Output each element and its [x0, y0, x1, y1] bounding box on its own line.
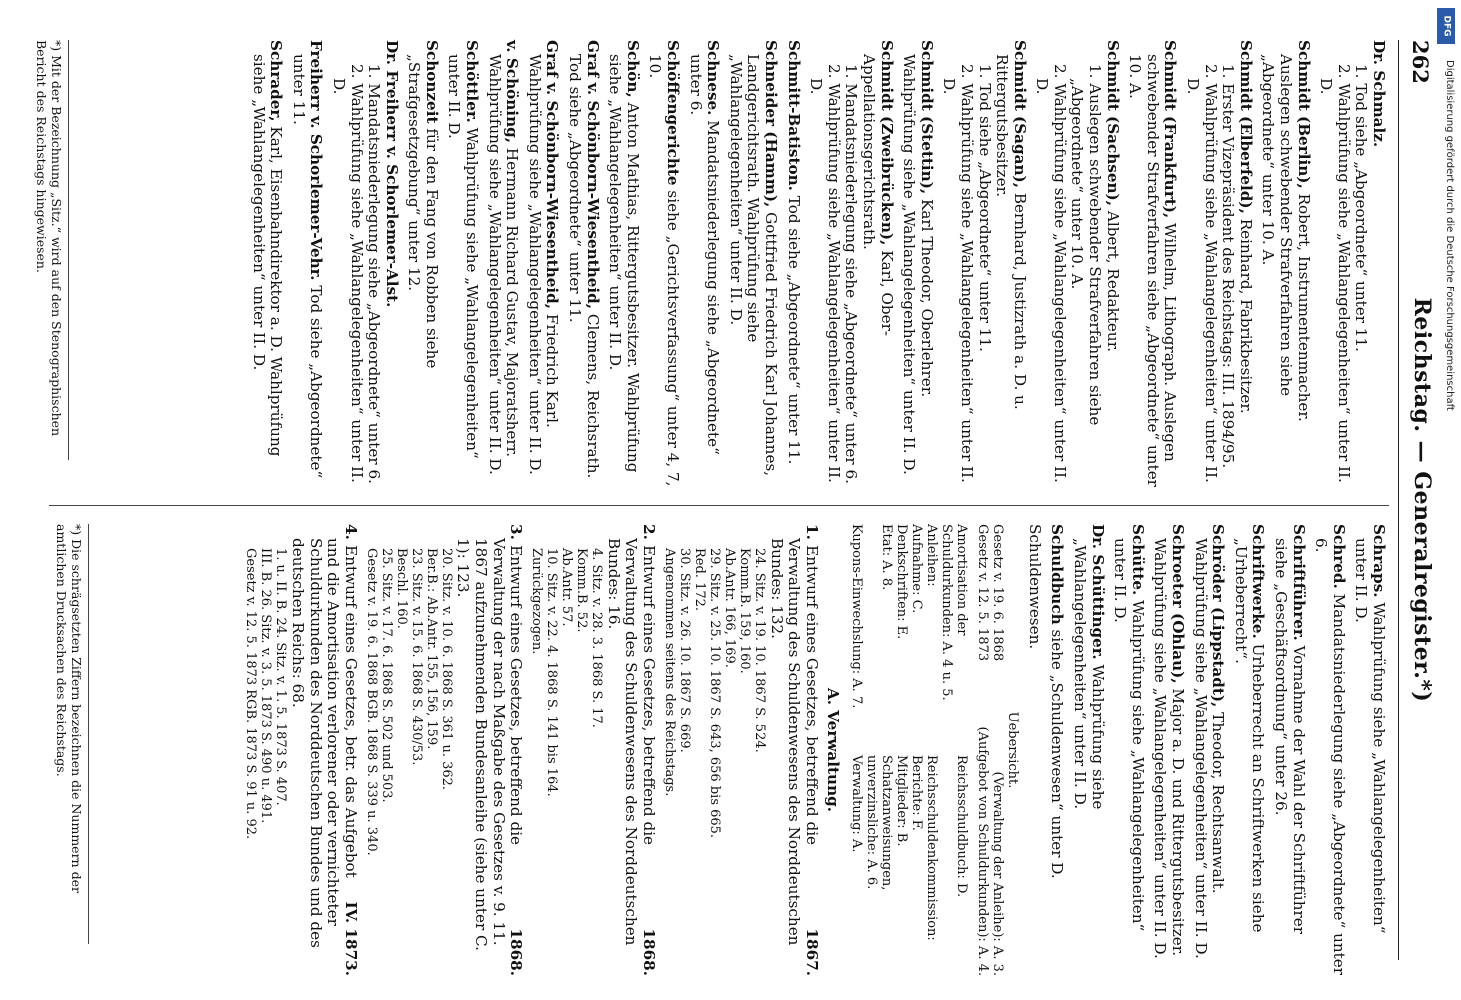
entry-headword: Schonzeit: [422, 40, 441, 124]
item-detail: Gesetz v. 12. 5. 1873 RGB. 1873 S. 91 u. 92.: [243, 548, 259, 840]
entry-headword: Schraps.: [1370, 524, 1388, 598]
schuldenwesen-item: [529, 524, 657, 976]
entry-subline: 2. Wahlprüfung siehe „Wahlangelegenheiten“ unter II. D.: [1033, 64, 1069, 483]
entry-text: Anton Mathias, Rittergutsbesitzer. Wahlprüfung siehe „Wahlangelegenheiten“ unter II. D.: [606, 54, 642, 473]
register-entry: [1126, 40, 1179, 488]
entry-headword: Schmidt (Sachsen),: [1103, 40, 1122, 207]
register-entry: [784, 40, 802, 488]
uebersicht-index-item: Kupons-Einwechslung: A. 7.: [849, 524, 865, 709]
item-number: 1.: [802, 524, 821, 546]
register-entry: [1151, 524, 1186, 976]
item-text: Entwurf eines Gesetzes, betreffend die Verwaltung des Schuldenwesens des Norddeutschen Bundes: 132.: [767, 538, 821, 946]
register-entry: [1352, 524, 1387, 976]
item-number: 2.: [639, 524, 658, 546]
item-detail: Angenommen seitens des Reichstags.: [661, 548, 677, 797]
entry-text: Wilhelm, Lithograph. Auslegen schwebender Strafverfahren siehe „Abgeordnete“ unter 10. A.: [1126, 54, 1180, 487]
uebersicht-index-item: Reichsschuldenkommission:: [924, 755, 940, 941]
uebersicht-index-item: Denkschriften: E.: [894, 524, 910, 640]
item-detail: Gesetz v. 19. 6. 1868 BGB. 1868 S. 339 u. 340.: [363, 548, 379, 856]
entry-subline: 2. Wahlprüfung siehe „Wahlangelegenheiten“ unter II. D.: [329, 64, 366, 483]
register-entry: [686, 40, 721, 488]
right-footnote: *) Die schrägsetzten Ziffern bezeichnen die Nummern der amtlichen Drucksachen des Reichstags.: [54, 524, 89, 944]
entry-headword: Schmidt (Berlin),: [1294, 40, 1313, 189]
entry-text: für den Fang von Robben siehe „Strafgesetzgebung“ unter 12.: [405, 54, 441, 369]
register-entry: [249, 40, 284, 488]
register-entry: [1048, 524, 1066, 976]
entry-headword: Schmidt (Frankfurt),: [1161, 40, 1180, 219]
register-entry: [1183, 40, 1253, 488]
entry-headword: Schriftwerke.: [1249, 524, 1268, 639]
entry-text: Wahlprüfung siehe „Wahlangelegenheiten“ unter II. D.: [1352, 538, 1388, 934]
uebersicht-index-item: Mitglieder: B.: [894, 755, 910, 847]
entry-text: Mandatsniederlegung siehe „Abgeordnete“ unter 6.: [1312, 538, 1348, 976]
register-entry: [485, 40, 520, 488]
entry-text: Wahlprüfung siehe „Wahlangelegenheiten“ unter II. D.: [445, 54, 482, 459]
entry-headword: Schuldbuch: [1048, 524, 1067, 625]
item-year: 1868.: [507, 928, 526, 976]
item-detail: Komm.B. 159, 160.: [736, 548, 752, 674]
register-entry: [940, 40, 1028, 488]
uebersicht-index-item: Anleihen:: [924, 524, 940, 587]
entry-headword: Schneider (Hamm),: [762, 40, 780, 208]
entry-text: Tod siehe „Abgeordnete“ unter 11.: [784, 190, 803, 465]
item-year: 1867.: [802, 928, 821, 976]
uebersicht-title: Uebersicht.: [1005, 711, 1021, 789]
uebersicht-pair: [990, 524, 1005, 976]
item-detail: Ber.B.: Ab.Antr. 155, 156, 159.: [423, 548, 439, 750]
entry-subline: 2. Wahlprüfung siehe „Wahlangelegenheiten“ unter II. D.: [1184, 64, 1220, 483]
uebersicht-law: Gesetz v. 12. 5. 1873: [975, 524, 991, 662]
entry-text: Major a. D. und Rittergutsbesitzer. Wahlprüfung siehe „Wahlangelegenheiten“ unter II. D.: [1151, 538, 1188, 959]
entry-headword: Freiherr v. Schorlemer-Vehr.: [307, 40, 326, 281]
register-entry: [646, 40, 681, 488]
entry-headword: Schred.: [1329, 524, 1348, 589]
entry-text: Gottfried Friedrich Karl Johannes, Landgerichtsrath. Wahlprüfung siehe „Wahlangelegenheiten“ unter II. D.: [726, 54, 780, 477]
register-entry: [1312, 524, 1347, 976]
register-entry: [289, 40, 324, 488]
uebersicht-index-item: Etat: A. 8.: [879, 524, 895, 591]
item-text: Entwurf eines Gesetzes, betr. das Aufgebot und die Amortisation verlorener oder vernichteter Schuldurkunden des Norddeutschen Bundes und des deutschen Reichs: 68.: [289, 538, 360, 948]
item-detail: 25. Sitz. v. 17. 6. 1868 S. 502 und 503.: [378, 548, 394, 803]
entry-subline: 1. Mandatsniederlegung siehe „Abgeordnete“ unter 6.: [842, 64, 861, 484]
section-a-heading: A. Verwaltung.: [824, 687, 843, 813]
item-detail: 4. Sitz. v. 28. 3. 1868 S. 17.: [589, 548, 605, 728]
entry-text: Wahlprüfung siehe „Wahlangelegenheiten“ unter II. D.: [1071, 538, 1107, 810]
item-detail: 24. Sitz. v. 19. 10. 1867 S. 524.: [751, 548, 767, 753]
register-entry: [525, 40, 560, 488]
item-detail: Zurückgezogen.: [529, 548, 545, 655]
entry-subline: 1. Auslegen schwebender Strafverfahren siehe „Abgeordnete“ unter 10. A.: [1068, 64, 1105, 426]
register-entry: [1231, 524, 1266, 976]
item-year: 1868.: [639, 928, 658, 976]
entry-text: Wahlprüfung siehe „Wahlangelegenheiten“ unter II. D.: [1111, 538, 1147, 932]
entry-headword: Schmidt (Elberfeld),: [1236, 40, 1255, 214]
entry-text: Tod siehe „Abgeordnete“ unter 11.: [289, 54, 326, 479]
register-entry: [1191, 524, 1226, 976]
item-detail: 10. Sitz. v. 22. 4. 1868 S. 141 bis 164.: [544, 548, 560, 797]
schuldenwesen-item: [662, 524, 820, 976]
entry-text: Friedrich Karl. Wahlprüfung siehe „Wahlangelegenheiten“ unter II. D.: [525, 54, 562, 475]
item-detail: 30. Sitz. v. 26. 10. 1867 S. 669.: [676, 548, 692, 753]
entry-text: Theodor, Rechtsanwalt. Wahlprüfung siehe „Wahlangelegenheiten“ unter II. D.: [1191, 538, 1228, 959]
item-detail: Red. 172.: [691, 548, 707, 612]
item-number: 4.: [341, 524, 360, 546]
column-divider: [49, 505, 1389, 506]
page-title: Reichstag. — Generalregister.*): [1409, 297, 1435, 703]
register-entry: [405, 40, 440, 488]
dfg-logo: DFG: [1437, 8, 1455, 44]
item-detail: Komm.B. 52.: [574, 548, 590, 633]
entry-headword: Dr. Schmalz.: [1370, 40, 1388, 148]
item-year: IV. 1873.: [341, 901, 360, 976]
register-entry: [807, 40, 895, 488]
entry-headword: Schütte.: [1128, 524, 1147, 596]
entry-headword: Dr. Schüttinger.: [1088, 524, 1107, 660]
entry-headword: Dr. Freiherr v. Schorlemer-Alst.: [382, 40, 401, 308]
entry-text: Robert, Instrumentenmacher. Auslegen schwebender Strafverfahren siehe „Abgeordnete“ unter 10. A.: [1259, 54, 1313, 422]
entry-text: Urheberrecht an Schriftwerken siehe „Urheberrecht“.: [1231, 538, 1268, 933]
uebersicht-index-item: Amortisation der Schuldurkunden: A. 4 u. 5.: [939, 524, 970, 701]
entry-headword: Schmidt (Zweibrücken),: [877, 40, 896, 246]
item-detail: 1. u. II. B. 24. Sitz. v. 1. 5. 1873 S. 407.: [273, 548, 289, 806]
item-detail: Ab.Antr. 166, 169.: [721, 548, 737, 668]
entry-headword: Schmitt-Batiston.: [784, 40, 803, 191]
schuldenwesen-item: [243, 524, 358, 976]
entry-text: Karl Theodor, Oberlehrer. Wahlprüfung siehe „Wahlangelegenheiten“ unter II. D.: [900, 54, 936, 475]
uebersicht-index: [849, 524, 969, 976]
register-entry: [1317, 40, 1387, 488]
schuldenwesen-item: [364, 524, 524, 976]
entry-headword: Schröder (Lippstadt),: [1209, 524, 1228, 708]
item-detail: 29. Sitz. v. 25. 10. 1867 S. 643, 656 bis 665.: [706, 548, 722, 839]
item-detail: Beschl. 160.: [393, 548, 409, 629]
register-entry: [726, 40, 779, 488]
entry-subline: 2. Wahlprüfung siehe „Wahlangelegenheiten“ unter II. D.: [940, 64, 976, 483]
uebersicht-index-item: Berichte: F.: [909, 755, 925, 831]
entry-subline: 1. Tod siehe „Abgeordnete“ unter 11.: [1352, 64, 1371, 352]
entry-text: Bernhard, Justizrath a. D. u. Rittergutsbesitzer.: [993, 54, 1029, 410]
uebersicht-ref: (Aufgebot von Schuldurkunden): A. 4.: [975, 726, 991, 976]
entry-headword: Schöffengerichte: [664, 40, 683, 186]
page-header: [1398, 40, 1439, 960]
uebersicht-pair: [975, 524, 990, 976]
uebersicht-law: Gesetz v. 19. 6. 1868: [990, 524, 1006, 662]
uebersicht-index-item: Schatzanweisungen, unverzinsliche: A. 6.: [864, 755, 895, 891]
digitalisierung-credit: Digitalisierung gefördert durch die Deutsche Forschungsgemeinschaft: [1444, 60, 1455, 411]
entry-subline: 2. Wahlprüfung siehe „Wahlangelegenheiten“ unter II. D.: [1317, 64, 1353, 483]
entry-subline: 1. Erster Vizepräsident des Reichstags: III. 1894/95.: [1219, 64, 1238, 469]
entry-text: Clemens, Reichsrath. Tod siehe „Abgeordnete“ unter 11.: [566, 54, 602, 479]
register-entry: [1259, 40, 1312, 488]
left-footnote: *) Mit der Bezeichnung „Sitz.“ wird auf den Stenographischen Bericht des Reichstags hingewiesen.: [34, 40, 69, 460]
entry-subline: 2. Wahlprüfung siehe „Wahlangelegenheiten“ unter II. D.: [807, 64, 843, 483]
schuldenwesen-heading: Schuldenwesen.: [1025, 524, 1044, 650]
entry-headword: Schmidt (Stettin),: [917, 40, 936, 195]
entry-text: siehe „Schuldenwesen“ unter D.: [1048, 624, 1067, 879]
uebersicht-index-item: Reichsschuldbuch: D.: [954, 755, 970, 898]
register-entry: [900, 40, 935, 488]
register-entry: [1111, 524, 1146, 976]
entry-text: Albert, Redakteur.: [1103, 206, 1122, 353]
item-detail: III. B. 26. Sitz. v. 3. 5. 1873 S. 490 u. 491.: [258, 548, 274, 824]
uebersicht-ref: (Verwaltung der Anleihe): A. 3.: [990, 771, 1006, 976]
entry-headword: Schnese.: [704, 40, 723, 116]
left-column: [244, 40, 1387, 488]
item-detail: Ab.Antr. 57.: [559, 548, 575, 627]
entry-headword: Schön,: [623, 40, 642, 98]
entry-headword: Schrader,: [267, 40, 286, 122]
register-entry: [1033, 40, 1121, 488]
entry-headword: Schroeter (Ohlau),: [1169, 524, 1188, 684]
entry-text: Hermann Richard Gustav, Majoratsherr. Wahlprüfung siehe „Wahlangelegenheiten“ unter II. D.: [485, 54, 522, 475]
entry-text: Karl, Eisenbahndirektor a. D. Wahlprüfung siehe „Wahlangelegenheiten“ unter II. D.: [249, 54, 286, 457]
register-entry: [606, 40, 641, 488]
page-number: 262: [1408, 40, 1433, 84]
entry-headword: v. Schöning,: [503, 40, 522, 144]
item-number: 3.: [507, 524, 526, 546]
entry-headword: Schöttler.: [463, 40, 482, 123]
entry-text: siehe „Gerichtsverfassung“ unter 4, 7, 10.: [646, 54, 683, 487]
uebersicht-block: [849, 524, 1020, 976]
entry-text: Mandatsniederlegung siehe „Abgeordnete“ unter 6.: [686, 54, 723, 455]
entry-headword: Graf v. Schönborn-Wiesentheid,: [583, 40, 602, 310]
entry-subline: 1. Mandatsniederlegung siehe „Abgeordnete“ unter 6.: [365, 64, 384, 484]
item-detail: 20. Sitz. v. 10. 6. 1868 S. 361 u. 362.: [438, 548, 454, 791]
entry-text: Vornahme der Wahl der Schriftführer siehe „Geschäftsordnung“ unter 26.: [1272, 538, 1308, 935]
register-entry: [329, 40, 399, 488]
entry-headword: Schmidt (Sagan),: [1010, 40, 1029, 188]
entry-headword: Schriftführer.: [1289, 524, 1308, 641]
register-entry: [1071, 524, 1106, 976]
register-entry: [1271, 524, 1306, 976]
item-text: Entwurf eines Gesetzes, betreffend die Verwaltung des Schuldenwesens des Norddeutschen Bundes: 16.: [604, 538, 658, 946]
uebersicht-index-item: Aufnahme: C.: [909, 524, 925, 614]
uebersicht-index-item: Verwaltung: A.: [849, 755, 865, 853]
item-detail: 23. Sitz. v. 15. 6. 1868 S. 430/53.: [408, 548, 424, 766]
register-entry: [445, 40, 480, 488]
entry-text: Reinhard, Fabrikbesitzer.: [1236, 213, 1255, 414]
right-column: [238, 524, 1387, 976]
entry-text: Karl, Ober-Appellationsgerichtsrath.: [859, 54, 896, 336]
entry-subline: 1. Tod siehe „Abgeordnete“ unter 11.: [975, 64, 994, 352]
register-entry: [565, 40, 600, 488]
item-text: Entwurf eines Gesetzes, betreffend die Verwaltung der nach Maßgabe des Gesetzes v. 9. 11. 1867 aufzunehmenden Bundesanleihe (siehe unter C. 1): 123.: [454, 538, 526, 951]
entry-headword: Graf v. Schönborn-Wiesentheid,: [543, 40, 562, 310]
